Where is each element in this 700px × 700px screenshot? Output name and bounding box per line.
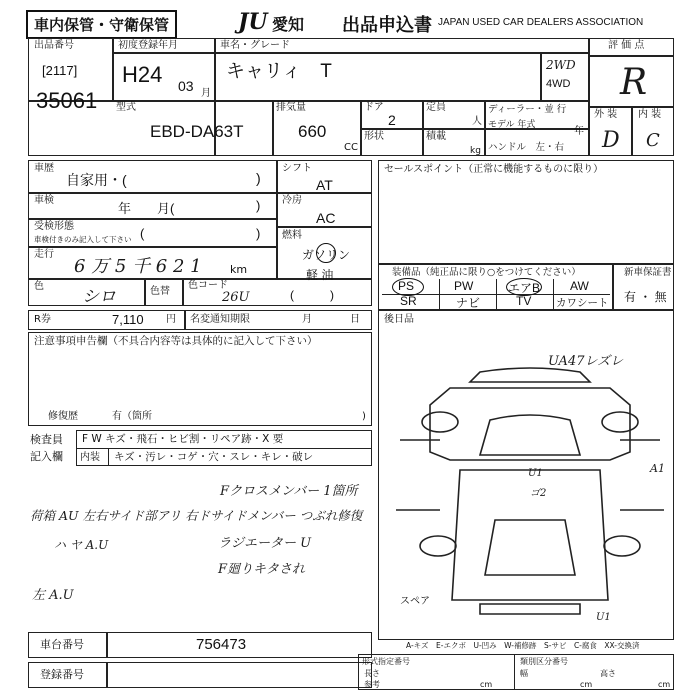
handle-label: ハンドル 左・右 bbox=[488, 142, 565, 153]
chassis-label: 車台番号 bbox=[40, 638, 84, 651]
receive-paren: ( bbox=[140, 226, 145, 241]
receive-close: ) bbox=[256, 226, 261, 241]
registration-era: H24 bbox=[122, 62, 163, 87]
color-label: 色 bbox=[34, 281, 44, 292]
receive-form-label: 受検形態 bbox=[34, 221, 74, 232]
repair-history-value: 有（箇所 bbox=[112, 411, 152, 422]
warranty-value: 有 ・ 無 bbox=[624, 290, 667, 304]
inspector-label: 検査員 bbox=[30, 433, 63, 446]
color-code-label: 色コード bbox=[188, 280, 228, 291]
load-unit: kg bbox=[470, 146, 481, 156]
registration-month: 03 bbox=[178, 78, 194, 94]
color-code-value: 26U bbox=[222, 290, 250, 305]
model-label: 型式 bbox=[116, 102, 136, 113]
seat-label: 定員 bbox=[426, 102, 446, 113]
repair-history-close: ) bbox=[362, 411, 366, 422]
height-label: 高さ bbox=[600, 669, 616, 678]
receive-form-sub: 車検付きのみ記入して下さい bbox=[34, 235, 132, 244]
hand-note-diagram: UA47レズレ bbox=[548, 354, 624, 369]
month-unit: 月 bbox=[201, 88, 211, 99]
fw-line: F W キズ・飛石・ヒビ割・リペア跡・X 要 bbox=[82, 433, 284, 445]
displacement-value: 660 bbox=[298, 122, 327, 141]
chassis-value: 756473 bbox=[196, 636, 247, 653]
ju-logo: JU bbox=[238, 9, 268, 35]
deadline-day: 日 bbox=[350, 314, 360, 325]
lot-number-label: 出品番号 bbox=[34, 40, 74, 51]
registration-number-label: 登録番号 bbox=[40, 668, 84, 681]
interior-damage-line: キズ・汚レ・コゲ・穴・スレ・キレ・破レ bbox=[114, 451, 314, 463]
shift-label: シフト bbox=[282, 163, 312, 174]
cm-unit-1: cm bbox=[480, 680, 493, 689]
history-close: ) bbox=[256, 170, 261, 186]
name-change-deadline-label: 名変通知期限 bbox=[190, 314, 250, 325]
diagram-mark-a1: A1 bbox=[650, 462, 665, 475]
tax-unit: 円 bbox=[166, 314, 176, 325]
hand-note-cross-member: Fクロスメンバー 1箇所 bbox=[220, 484, 358, 499]
color-change-label: 色替 bbox=[150, 286, 170, 297]
shift-value: AT bbox=[316, 177, 333, 193]
exterior-label: 外 装 bbox=[594, 109, 618, 120]
lot-number: 35061 bbox=[36, 88, 98, 113]
mileage-unit: km bbox=[230, 263, 248, 276]
repair-history-label: 修復歴 bbox=[48, 411, 78, 422]
equip-aw: AW bbox=[570, 279, 589, 293]
association-name: JAPAN USED CAR DEALERS ASSOCIATION bbox=[438, 17, 644, 28]
door-value: 2 bbox=[388, 112, 396, 128]
fuel-alt: 軽 油 bbox=[306, 268, 334, 282]
drive-4wd: 4WD bbox=[546, 78, 571, 90]
mileage-value: 6 万 5 千 6 2 1 bbox=[74, 256, 202, 277]
interior-tag: 内装 bbox=[80, 452, 100, 463]
length-label: 長さ bbox=[364, 669, 380, 678]
diagram-mark-u1: U1 bbox=[528, 468, 543, 479]
load-label: 積載 bbox=[426, 131, 446, 142]
entry-label: 記入欄 bbox=[30, 450, 63, 463]
sales-point-frame bbox=[378, 160, 674, 264]
storage-label: 車内保管・守衛保管 bbox=[26, 10, 177, 39]
inspection-close: ) bbox=[256, 198, 261, 213]
displacement-unit: CC bbox=[344, 142, 358, 153]
equip-sr: SR bbox=[400, 294, 417, 308]
equip-ps: PS bbox=[398, 279, 415, 293]
fuel-circle-mark bbox=[316, 243, 336, 263]
deadline-month: 月 bbox=[302, 314, 312, 325]
form-title: 出品申込書 bbox=[342, 15, 432, 36]
shape-label: 形状 bbox=[364, 131, 384, 142]
model-value: EBD-DA63T bbox=[150, 122, 244, 141]
equip-pw: PW bbox=[454, 279, 474, 293]
fuel-value: ガソリン bbox=[302, 248, 351, 262]
damage-legend: A-キズ E-エクボ U-凹み W-補修跡 S-サビ C-腐食 XX-交換済 bbox=[406, 641, 640, 650]
width-label: 幅 bbox=[520, 669, 528, 678]
form-number-label: 形式指定番号 bbox=[362, 657, 410, 666]
mileage-label: 走行 bbox=[34, 249, 54, 260]
equip-airbag: エアB bbox=[508, 281, 541, 295]
ac-value: AC bbox=[316, 210, 336, 226]
hand-note-ya: ハ ヤ A.U bbox=[54, 538, 109, 552]
fuel-label: 燃料 bbox=[282, 230, 302, 241]
grade-label: 評 価 点 bbox=[608, 40, 645, 51]
equip-tv: TV bbox=[516, 294, 532, 308]
grade-value: R bbox=[620, 62, 648, 103]
tax-value: 7,110 bbox=[112, 312, 144, 327]
aichi-label: 愛知 bbox=[272, 15, 305, 34]
interior-value: C bbox=[646, 130, 660, 151]
seat-unit: 人 bbox=[472, 116, 482, 127]
exterior-value: D bbox=[602, 128, 620, 153]
hand-note-cargo: 荷箱 AU 左右サイド部アリ 右ドサイドメンバー つぶれ修復 bbox=[30, 508, 363, 523]
warranty-label: 新車保証書 bbox=[624, 267, 672, 278]
equip-navi: ナビ bbox=[456, 296, 481, 310]
diagram-mark-w2: ゴ2 bbox=[530, 488, 547, 499]
cm-unit-3: cm bbox=[658, 680, 671, 689]
equipment-label: 装備品（純正品に限り○をつけてください） bbox=[392, 267, 581, 278]
car-name-value: キャリィ T bbox=[226, 61, 332, 82]
car-name-label: 車名・グレード bbox=[220, 40, 290, 51]
category-number-label: 類別区分番号 bbox=[520, 657, 568, 666]
dealer-label: ディーラー・並 行 bbox=[488, 104, 567, 115]
car-diagram bbox=[380, 360, 674, 620]
hand-note-front: F廻りキタされ bbox=[218, 562, 305, 577]
displacement-label: 排気量 bbox=[276, 102, 306, 113]
hand-note-radiator: ラジエーター U bbox=[218, 536, 312, 551]
top-form-frame bbox=[28, 38, 674, 156]
first-registration-label: 初度登録年月 bbox=[118, 40, 178, 51]
equipment-grid bbox=[382, 279, 610, 309]
model-year-label: モデル 年式 bbox=[488, 120, 536, 130]
notes-label: 注意事項申告欄（不具合内容等は具体的に記入して下さい） bbox=[34, 335, 318, 347]
equip-power-seat: カワシート bbox=[556, 297, 609, 309]
door-label: ドア bbox=[364, 102, 384, 113]
year-unit: 年 bbox=[574, 126, 584, 137]
reference-label: 参考 bbox=[364, 680, 380, 689]
inspection-value: 年 月( bbox=[118, 201, 175, 216]
sales-point-label: セールスポイント（正常に機能するものに限り） bbox=[384, 164, 604, 175]
cm-unit-2: cm bbox=[580, 680, 593, 689]
history-label: 車歴 bbox=[34, 163, 54, 174]
color-value: シロ bbox=[82, 287, 116, 307]
lot-small-number: [2117] bbox=[42, 63, 78, 78]
inspection-label: 車検 bbox=[34, 195, 54, 206]
post-item-label: 後日品 bbox=[384, 314, 414, 325]
spare-label: スペア bbox=[400, 596, 430, 607]
drive-2wd: 2WD bbox=[546, 58, 576, 72]
history-value: 自家用・( bbox=[66, 172, 127, 188]
tax-label: R券 bbox=[34, 314, 51, 325]
hand-note-left: 左 A.U bbox=[32, 588, 74, 603]
diagram-mark-u1b: U1 bbox=[596, 612, 611, 623]
interior-label: 内 装 bbox=[638, 109, 662, 120]
ac-label: 冷房 bbox=[282, 195, 302, 206]
fuel-paren: ( ) bbox=[290, 288, 334, 302]
